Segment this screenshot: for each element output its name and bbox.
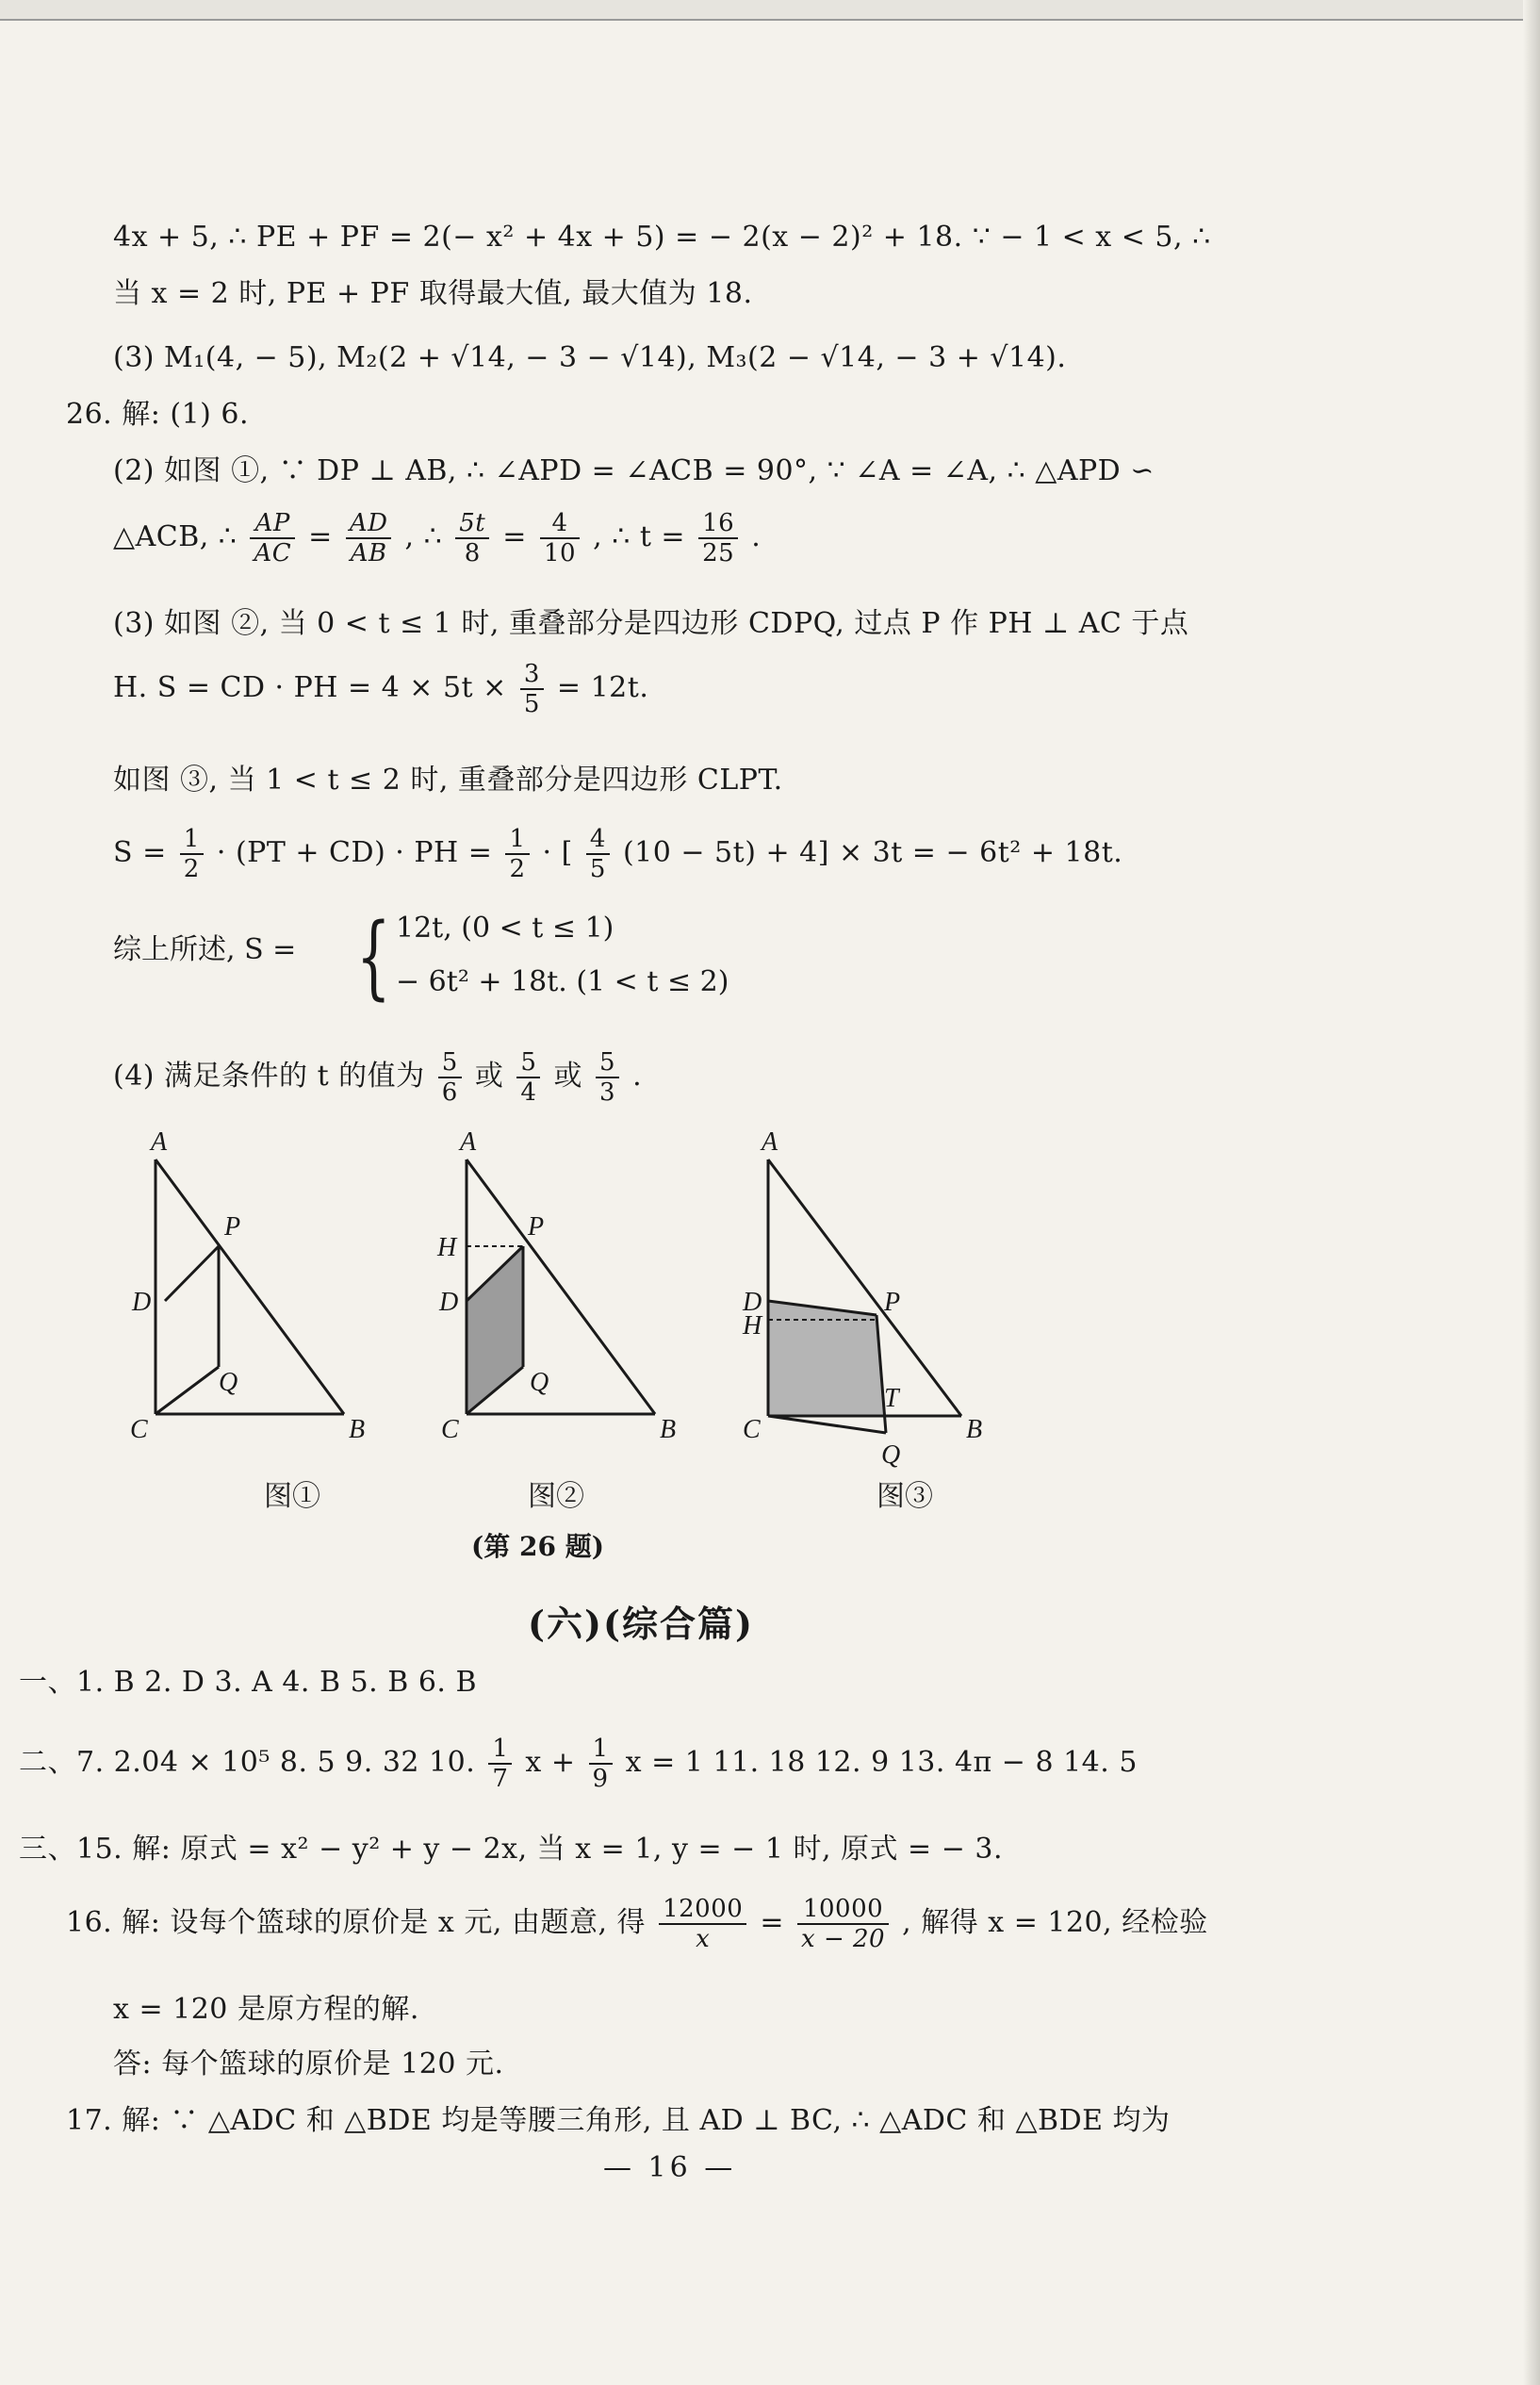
fraction-12000-x: $\frac{12000}{x}$ xyxy=(659,1895,746,1953)
fig3-label-c: C xyxy=(743,1415,761,1444)
fraction-4-10: $\frac{4}{10}$ xyxy=(540,509,580,567)
fig2-label-c: C xyxy=(441,1415,459,1444)
solution-26-3-line-4: S = $\frac{1}{2}$ · (PT + CD) · PH = $\frac{1}{2}$ · [ $\frac{4}{5}$ (10 − 5t) + 4] × 3t = − 6t² + 18t. xyxy=(113,825,1123,883)
figure-2 xyxy=(467,1160,655,1414)
fig3-label-b: B xyxy=(966,1415,983,1444)
problem-26-heading: 26. 解: (1) 6. xyxy=(66,398,250,431)
solution-line-1: 4x + 5, ∴ PE + PF = 2(− x² + 4x + 5) = − 2(x − 2)² + 18. ∵ − 1 < x < 5, ∴ xyxy=(113,221,1211,254)
page-number: — 16 — xyxy=(603,2151,737,2184)
fig2-label-p: P xyxy=(528,1212,545,1242)
solution-26-2-line-2: △ACB, ∴ $\frac{AP}{AC}$ = $\frac{AD}{AB}$ , ∴ $\frac{5t}{8}$ = $\frac{4}{10}$ , ∴ t = $\frac{16}{25}$ . xyxy=(113,509,762,567)
case-1: 12t, (0 < t ≤ 1) xyxy=(396,912,614,945)
solution-line-3: (3) M₁(4, − 5), M₂(2 + √14, − 3 − √14), M₃(2 − √14, − 3 + √14). xyxy=(113,341,1067,374)
summary-label: 综上所述, S = xyxy=(113,933,297,966)
fraction-4-5: $\frac{4}{5}$ xyxy=(586,825,610,883)
fig2-label-d: D xyxy=(439,1288,459,1317)
solution-26-4: (4) 满足条件的 t 的值为 $\frac{5}{6}$ 或 $\frac{5}{4}$ 或 $\frac{5}{3}$ . xyxy=(113,1048,643,1107)
solution-26-3-line-1: (3) 如图 ②, 当 0 < t ≤ 1 时, 重叠部分是四边形 CDPQ, 过点 P 作 PH ⊥ AC 于点 xyxy=(113,607,1189,640)
solution-line-2: 当 x = 2 时, PE + PF 取得最大值, 最大值为 18. xyxy=(113,277,753,310)
answers-q17-line-1: 17. 解: ∵ △ADC 和 △BDE 均是等腰三角形, 且 AD ⊥ BC, ∴ △ADC 和 △BDE 均为 xyxy=(66,2104,1171,2137)
fraction-1-7: $\frac{1}{7}$ xyxy=(488,1735,512,1793)
fig3-label-h: H xyxy=(743,1311,762,1341)
figures-svg xyxy=(113,1112,1008,1527)
figure-title: (第 26 题) xyxy=(471,1531,604,1562)
scan-right-edge xyxy=(1523,0,1540,2385)
fig1-label-q: Q xyxy=(219,1368,238,1397)
problem-26-figures xyxy=(113,1112,1008,1546)
fraction-1-9: $\frac{1}{9}$ xyxy=(589,1735,613,1793)
solution-26-2-line-1: (2) 如图 ①, ∵ DP ⊥ AB, ∴ ∠APD = ∠ACB = 90°, ∵ ∠A = ∠A, ∴ △APD ∽ xyxy=(113,454,1155,487)
fraction-5t-8: $\frac{5t}{8}$ xyxy=(455,509,489,567)
fraction-5-6: $\frac{5}{6}$ xyxy=(438,1048,462,1107)
fraction-5-3: $\frac{5}{3}$ xyxy=(596,1048,619,1107)
piecewise-summary xyxy=(113,905,961,1018)
fraction-ap-ac: $\frac{AP}{AC}$ xyxy=(250,509,295,567)
answers-part-2: 二、7. 2.04 × 10⁵ 8. 5 9. 32 10. $\frac{1}{7}$ x + $\frac{1}{9}$ x = 1 11. 18 12. 9 13. 4π − 8 14. 5 xyxy=(19,1735,1138,1793)
fraction-10000-x20: $\frac{10000}{x - 20}$ xyxy=(797,1895,889,1953)
figure-3-caption: 图③ xyxy=(876,1480,933,1513)
fraction-5-4: $\frac{5}{4}$ xyxy=(516,1048,540,1107)
fig3-label-q: Q xyxy=(881,1440,901,1470)
solution-26-3-line-3: 如图 ③, 当 1 < t ≤ 2 时, 重叠部分是四边形 CLPT. xyxy=(113,764,783,797)
fig2-label-a: A xyxy=(460,1127,477,1157)
answers-part-1: 一、1. B 2. D 3. A 4. B 5. B 6. B xyxy=(19,1666,478,1699)
figure-1 xyxy=(156,1160,344,1414)
answers-q16-line-2: x = 120 是原方程的解. xyxy=(113,1993,419,2026)
figure-1-caption: 图① xyxy=(264,1480,320,1513)
fig3-label-p: P xyxy=(884,1288,901,1317)
fig1-label-c: C xyxy=(130,1415,148,1444)
fig3-label-d: D xyxy=(743,1288,762,1317)
fig2-label-b: B xyxy=(660,1415,677,1444)
fig1-label-b: B xyxy=(349,1415,366,1444)
figure-3 xyxy=(768,1160,961,1433)
fig1-label-p: P xyxy=(224,1212,241,1242)
fraction-ad-ab: $\frac{AD}{AB}$ xyxy=(346,509,392,567)
answers-q16-line-1: 16. 解: 设每个篮球的原价是 x 元, 由题意, 得 $\frac{12000}{x}$ = $\frac{10000}{x - 20}$ , 解得 x = 120, 经检验 xyxy=(66,1895,1208,1953)
fraction-16-25: $\frac{16}{25}$ xyxy=(698,509,738,567)
fraction-1-2-a: $\frac{1}{2}$ xyxy=(180,825,204,883)
brace-symbol: { xyxy=(356,904,391,1010)
fig2-label-q: Q xyxy=(530,1368,549,1397)
fig1-label-d: D xyxy=(132,1288,152,1317)
scan-top-edge xyxy=(0,0,1540,21)
solution-26-3-line-2: H. S = CD · PH = 4 × 5t × $\frac{3}{5}$ = 12t. xyxy=(113,660,649,718)
case-2: − 6t² + 18t. (1 < t ≤ 2) xyxy=(396,965,729,998)
fig1-label-a: A xyxy=(151,1127,168,1157)
fraction-1-2-b: $\frac{1}{2}$ xyxy=(505,825,529,883)
fig3-label-t: T xyxy=(884,1384,899,1413)
answers-part-3-q15: 三、15. 解: 原式 = x² − y² + y − 2x, 当 x = 1, y = − 1 时, 原式 = − 3. xyxy=(19,1833,1004,1866)
fraction-3-5: $\frac{3}{5}$ xyxy=(520,660,544,718)
figure-2-caption: 图② xyxy=(528,1480,584,1513)
fig2-label-h: H xyxy=(437,1233,457,1262)
answers-q16-line-3: 答: 每个篮球的原价是 120 元. xyxy=(113,2048,504,2081)
fig3-label-a: A xyxy=(762,1127,778,1157)
section-title: (六)(综合篇) xyxy=(528,1603,754,1645)
